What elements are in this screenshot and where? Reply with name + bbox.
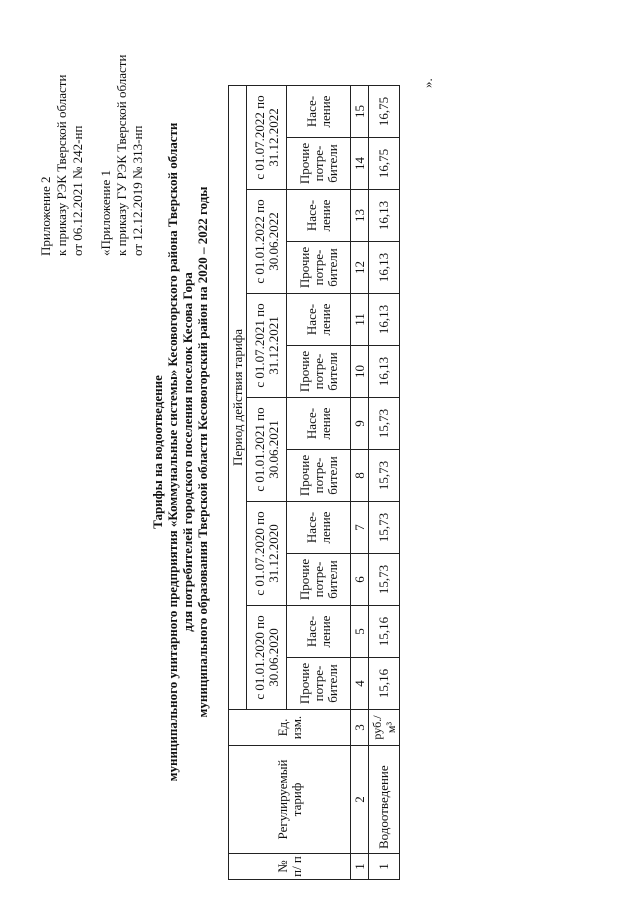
period-cell: с 01.01.2021 по 30.06.2021 bbox=[247, 398, 287, 502]
subheader-population: Насе- ление bbox=[287, 294, 351, 346]
subheader-population: Насе- ление bbox=[287, 86, 351, 138]
subheader-population: Насе- ление bbox=[287, 190, 351, 242]
column-number: 15 bbox=[351, 86, 369, 138]
row-unit: руб./м³ bbox=[369, 710, 400, 746]
tariff-value: 16,13 bbox=[369, 242, 400, 294]
tariff-value: 16,13 bbox=[369, 190, 400, 242]
row-num: 1 bbox=[369, 854, 400, 880]
column-number: 5 bbox=[351, 606, 369, 658]
title-line: муниципального образования Тверской области Кесовогорский район на 2020 – 2022 годы bbox=[195, 186, 210, 718]
period-cell: с 01.07.2021 по 31.12.2021 bbox=[247, 294, 287, 398]
subheader-other: Прочие потре- бители bbox=[287, 658, 351, 710]
column-number: 8 bbox=[351, 450, 369, 502]
period-cell: с 01.01.2020 по 30.06.2020 bbox=[247, 606, 287, 710]
tariff-value: 15,16 bbox=[369, 606, 400, 658]
subheader-population: Насе- ление bbox=[287, 398, 351, 450]
column-number-row bbox=[351, 86, 369, 880]
column-number: 2 bbox=[351, 746, 369, 854]
subheader-other: Прочие потре- бители bbox=[287, 450, 351, 502]
column-number: 6 bbox=[351, 554, 369, 606]
header-num: № п/ п bbox=[229, 854, 351, 880]
tariff-value: 15,73 bbox=[369, 398, 400, 450]
closing-quote: ». bbox=[420, 78, 435, 88]
appendix-2-line: от 06.12.2021 № 242-нп bbox=[70, 125, 85, 256]
period-cell: с 01.07.2022 по 31.12.2022 bbox=[247, 86, 287, 190]
column-number: 7 bbox=[351, 502, 369, 554]
appendix-2-line: к приказу РЭК Тверской области bbox=[54, 74, 69, 256]
column-number: 12 bbox=[351, 242, 369, 294]
tariff-value: 16,75 bbox=[369, 138, 400, 190]
subheader-other: Прочие потре- бители bbox=[287, 554, 351, 606]
column-number: 1 bbox=[351, 854, 369, 880]
appendix-2-block bbox=[38, 75, 86, 256]
tariff-value: 15,73 bbox=[369, 502, 400, 554]
column-number: 9 bbox=[351, 398, 369, 450]
appendix-1-line: от 12.12.2019 № 313-нп bbox=[130, 125, 145, 256]
tariff-value: 16,13 bbox=[369, 294, 400, 346]
table-row bbox=[369, 86, 400, 880]
title-line: Тарифы на водоотведение bbox=[150, 375, 165, 529]
subheader-population: Насе- ление bbox=[287, 606, 351, 658]
tariff-value: 16,75 bbox=[369, 86, 400, 138]
subheader-other: Прочие потре- бители bbox=[287, 138, 351, 190]
period-cell: с 01.01.2022 по 30.06.2022 bbox=[247, 190, 287, 294]
column-number: 13 bbox=[351, 190, 369, 242]
column-number: 11 bbox=[351, 294, 369, 346]
appendix-2-line: Приложение 2 bbox=[38, 176, 53, 256]
tariff-value: 16,13 bbox=[369, 346, 400, 398]
column-number: 10 bbox=[351, 346, 369, 398]
subheader-other: Прочие потре- бители bbox=[287, 346, 351, 398]
appendix-1-line: к приказу ГУ РЭК Тверской области bbox=[114, 54, 129, 256]
row-name: Водоотведение bbox=[369, 746, 400, 854]
subheader-population: Насе- ление bbox=[287, 502, 351, 554]
tariff-value: 15,16 bbox=[369, 658, 400, 710]
appendix-1-block bbox=[98, 55, 146, 256]
title-line: для потребителей городского поселения поселок Кесова Гора bbox=[180, 272, 195, 632]
tariff-value: 15,73 bbox=[369, 554, 400, 606]
column-number: 14 bbox=[351, 138, 369, 190]
header-tariff: Регулируемый тариф bbox=[229, 746, 351, 854]
tariff-table bbox=[228, 85, 400, 880]
header-period: Период действия тарифа bbox=[229, 86, 247, 710]
column-number: 3 bbox=[351, 710, 369, 746]
subheader-other: Прочие потре- бители bbox=[287, 242, 351, 294]
header-unit: Ед. изм. bbox=[229, 710, 351, 746]
title-line: муниципального унитарного предприятия «Коммунальные системы» Кесовогорского района Тверской области bbox=[165, 122, 180, 782]
appendix-1-line: «Приложение 1 bbox=[98, 169, 113, 256]
tariff-value: 15,73 bbox=[369, 450, 400, 502]
period-cell: с 01.07.2020 по 31.12.2020 bbox=[247, 502, 287, 606]
document-title bbox=[150, 0, 210, 904]
column-number: 4 bbox=[351, 658, 369, 710]
